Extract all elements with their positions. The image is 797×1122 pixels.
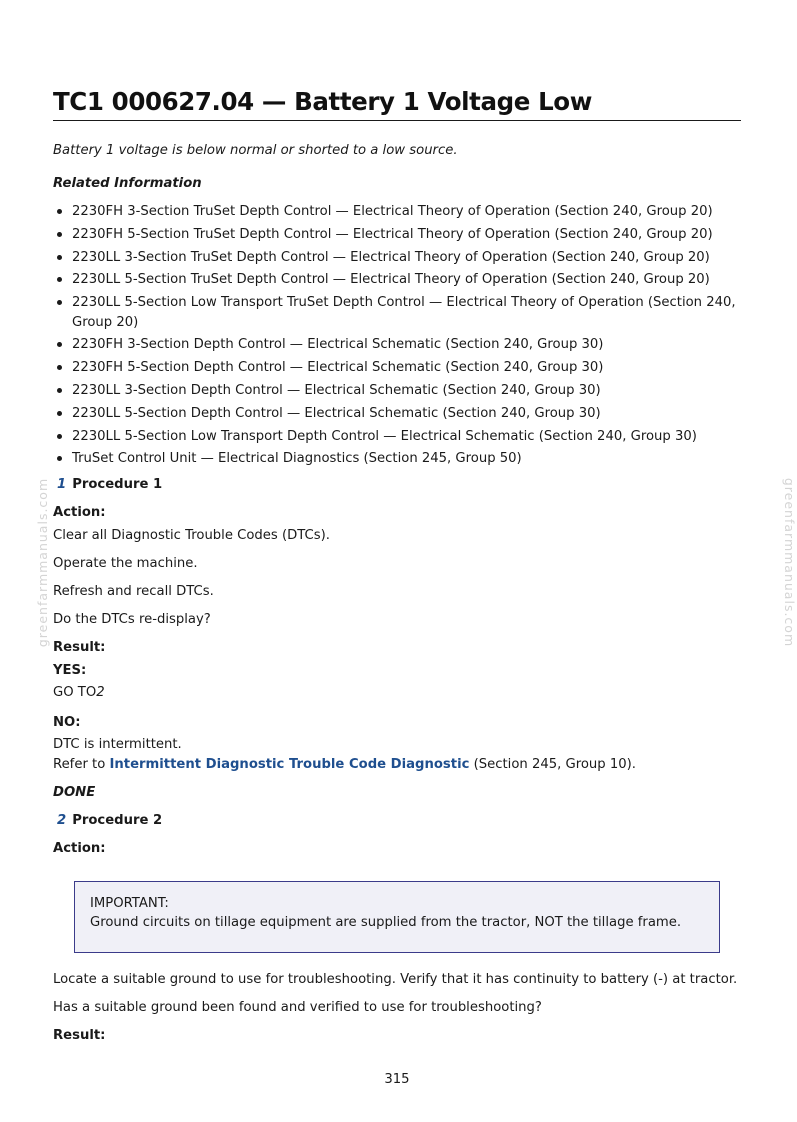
no-text-refer <box>53 756 741 774</box>
refer-suffix: (Section 245, Group 10). <box>469 756 636 772</box>
intermittent-dtc-link[interactable]: Intermittent Diagnostic Trouble Code Diagnostic <box>109 756 470 772</box>
yes-label: YES: <box>53 662 87 678</box>
related-item: 2230LL 3-Section Depth Control — Electrical Schematic (Section 240, Group 30) <box>53 381 741 401</box>
done-label: DONE <box>53 784 96 800</box>
related-information-heading: Related Information <box>53 176 202 191</box>
procedure-2-number: 2 <box>57 812 67 828</box>
procedure-2-heading <box>57 812 741 830</box>
procedure-1-title: Procedure 1 <box>72 476 163 492</box>
goto-step-link[interactable]: 2 <box>96 684 105 700</box>
important-text: Ground circuits on tillage equipment are supplied from the tractor, NOT the tillage frame. <box>90 914 682 930</box>
related-item: 2230FH 3-Section Depth Control — Electrical Schematic (Section 240, Group 30) <box>53 335 741 355</box>
important-notice-box <box>74 881 720 953</box>
related-item: 2230LL 5-Section Low Transport TruSet Depth Control — Electrical Theory of Operation (Section 240, Group 20) <box>53 293 741 332</box>
goto-text: GO TO <box>53 684 97 700</box>
related-item: 2230FH 3-Section TruSet Depth Control — Electrical Theory of Operation (Section 240, Group 20) <box>53 202 741 222</box>
procedure-2-title: Procedure 2 <box>72 812 163 828</box>
related-item: 2230LL 3-Section TruSet Depth Control — Electrical Theory of Operation (Section 240, Group 20) <box>53 248 741 268</box>
refer-prefix: Refer to <box>53 756 110 772</box>
no-label: NO: <box>53 714 81 730</box>
procedure-2-result-label: Result: <box>53 1027 106 1043</box>
procedure-2-question: Has a suitable ground been found and verified to use for troubleshooting? <box>53 999 542 1015</box>
related-item: 2230LL 5-Section TruSet Depth Control — Electrical Theory of Operation (Section 240, Group 20) <box>53 270 741 290</box>
important-title: IMPORTANT: <box>90 895 169 911</box>
procedure-1-action-2: Operate the machine. <box>53 555 198 571</box>
related-item: 2230FH 5-Section Depth Control — Electrical Schematic (Section 240, Group 30) <box>53 358 741 378</box>
procedure-2-action-1: Locate a suitable ground to use for troubleshooting. Verify that it has continuity to battery (-) at tractor. <box>53 971 738 987</box>
summary-text: Battery 1 voltage is below normal or shorted to a low source. <box>53 143 458 158</box>
procedure-1-question: Do the DTCs re-display? <box>53 611 211 627</box>
no-text-line1: DTC is intermittent. <box>53 736 182 752</box>
procedure-1-heading <box>57 476 741 494</box>
watermark-right: greenfarmmanuals.com <box>782 477 797 648</box>
document-page <box>53 86 741 1045</box>
page-title: TC1 000627.04 — Battery 1 Voltage Low <box>53 86 741 121</box>
procedure-1-action-3: Refresh and recall DTCs. <box>53 583 214 599</box>
related-information-list <box>53 202 741 469</box>
procedure-2-action-label: Action: <box>53 840 106 856</box>
related-item: 2230LL 5-Section Low Transport Depth Control — Electrical Schematic (Section 240, Group 30) <box>53 427 741 447</box>
related-item: 2230FH 5-Section TruSet Depth Control — Electrical Theory of Operation (Section 240, Group 20) <box>53 225 741 245</box>
procedure-1-action-label: Action: <box>53 504 106 520</box>
yes-goto <box>53 684 741 702</box>
procedure-1-action-1: Clear all Diagnostic Trouble Codes (DTCs). <box>53 527 330 543</box>
related-item: TruSet Control Unit — Electrical Diagnostics (Section 245, Group 50) <box>53 449 741 469</box>
watermark-left: greenfarmmanuals.com <box>35 477 51 648</box>
procedure-1-result-label: Result: <box>53 639 106 655</box>
related-item: 2230LL 5-Section Depth Control — Electrical Schematic (Section 240, Group 30) <box>53 404 741 424</box>
page-number: 315 <box>384 1072 410 1087</box>
procedure-1-number: 1 <box>57 476 67 492</box>
